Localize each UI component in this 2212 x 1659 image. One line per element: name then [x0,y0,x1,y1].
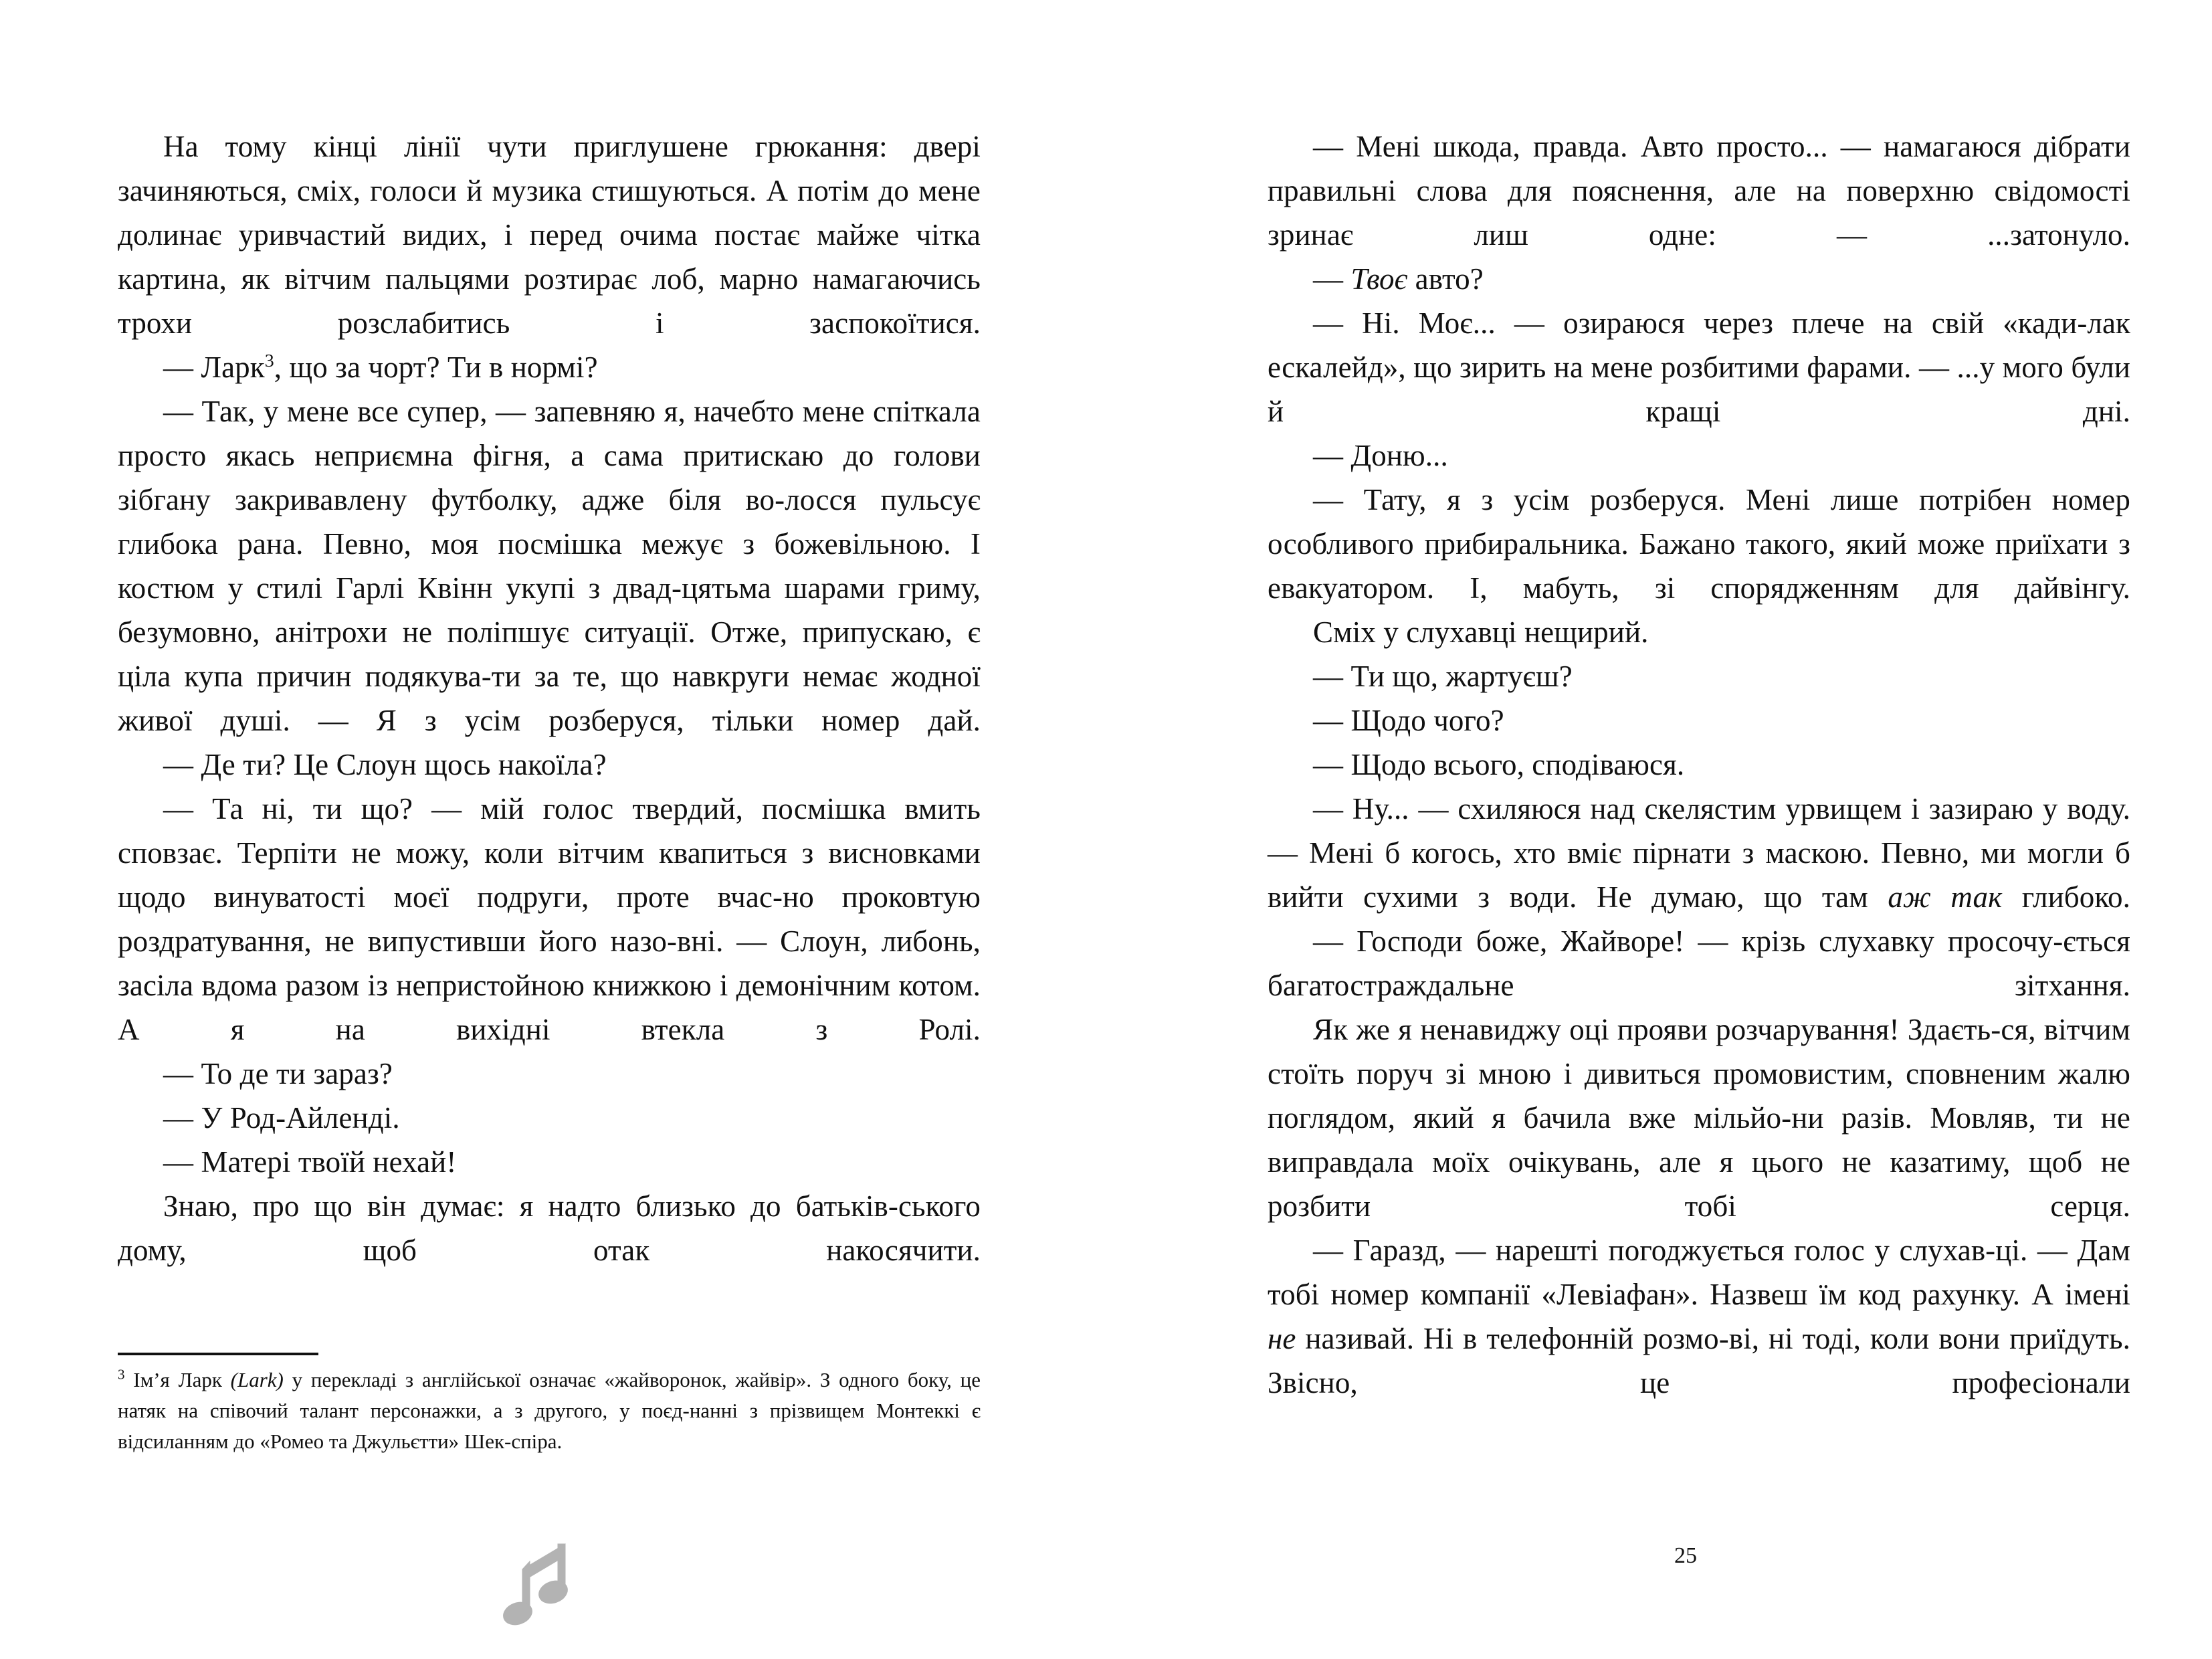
dialog-text-part2: глибоко. [2002,880,2130,914]
paragraph-dialog: — То де ти зараз? [163,1057,393,1090]
paragraph-dialog [1268,787,2130,919]
paragraph-dialog: — Господи боже, Жайворе! — крізь слухавку просочу-ється багатостраждальне зітхання. [1268,924,2130,1002]
footnote-separator-rule [118,1353,318,1355]
dialog-emphasis: аж так [1888,880,2003,914]
paragraph-dialog [118,345,981,389]
footnote-lead: Ім’я Ларк [124,1368,231,1391]
footnote-text [118,1365,981,1457]
paragraph-narration: На тому кінці лінії чути приглушене грюкання: двері зачиняються, сміх, голоси й музика стишуються. А потім до мене долинає уривчастий видих, і перед очима постає майже чітка картина, як вітчим пальцями розтирає лоб, марно намагаючись трохи розслабитись і заспокоїтися. [118,130,981,340]
dialog-emphasis: Твоє [1350,262,1408,296]
dialog-text: авто? [1407,262,1484,296]
right-text-column [1268,124,2130,1405]
dialog-emphasis: не [1268,1322,1296,1355]
dialog-text: , що за чорт? Ти в нормі? [274,351,598,384]
paragraph-narration: Знаю, про що він думає: я надто близько до батьків-ського дому, щоб отак накосячити. [118,1189,981,1267]
paragraph-dialog: — Так, у мене все супер, — запевняю я, начебто мене спіткала просто якась неприємна фігня, а сама притискаю до голови зібгану закривавлену футболку, адже біля во-лосся пульсує глибока рана. Певно, моя посмішка межує з божевільною. І костюм у стилі Гарлі Квінн укупі з двад-цятьма шарами гриму, безумовно, анітрохи не поліпшує ситуації. Отже, припускаю, є ціла купа причин подякува-ти за те, що навкруги немає жодної живої душі. — Я з усім розберуся, тільки номер дай. [118,395,981,737]
paragraph-dialog: — У Род-Айленді. [163,1101,400,1135]
paragraph-dialog: — Щодо всього, сподіваюся. [1313,748,1685,781]
paragraph-dialog: — Та ні, ти що? — мій голос твердий, посмішка вмить сповзає. Терпіти не можу, коли вітчим квапиться з висновками щодо винуватості моєї подруги, проте вчас-но проковтую роздратування, не випустивши його назо-вні. — Слоун, либонь, засіла вдома разом із непристойною книжкою і демонічним котом. А я на вихідні втекла з Ролі. [118,792,981,1046]
page-number: 25 [1674,1543,1697,1568]
paragraph-dialog: — Щодо чого? [1313,704,1504,737]
dialog-text-part1: — Гаразд, — нарешті погоджується голос у слухав-ці. — Дам тобі номер компанії «Левіафан». Назвеш їм код рахунку. А імені [1268,1234,2130,1311]
dialog-prefix: — Ларк [163,351,265,384]
paragraph-dialog [1268,257,2130,301]
dialog-dash: — [1313,262,1351,296]
music-note-ornament [503,1529,597,1630]
paragraph-narration: Сміх у слухавці нещирий. [1313,615,1649,649]
paragraph-dialog: — Тату, я з усім розберуся. Мені лише потрібен номер особливого прибиральника. Бажано такого, який може приїхати з евакуатором. І, мабуть, зі спорядженням для дайвінгу. [1268,483,2130,605]
paragraph-dialog: — Мені шкода, правда. Авто просто... — намагаюся дібрати правильні слова для пояснення, але на поверхню свідомості зринає лиш одне: — ...затонуло. [1268,130,2130,252]
dialog-text-part1: — Ну... — схиляюся над скелястим урвищем і зазираю у воду. — Мені б когось, хто вміє пірнати з маскою. Певно, ми могли б вийти сухими з води. Не думаю, що там [1268,792,2130,914]
paragraph-narration: Як же я ненавиджу оці прояви розчарування! Здаєть-ся, вітчим стоїть поруч зі мною і дивиться промовистим, сповненим жалю поглядом, який я бачила вже мільйо-ни разів. Мовляв, ти не виправдала моїх очікувань, але я цього не казатиму, щоб не розбити тобі серця. [1268,1013,2130,1223]
left-text-column [118,124,981,1272]
paragraph-dialog: — Ти що, жартуєш? [1313,660,1573,693]
footnote-italic-term: (Lark) [230,1368,284,1391]
paragraph-dialog: — Де ти? Це Слоун щось накоїла? [163,748,607,781]
paragraph-dialog: — Матері твоїй нехай! [163,1145,457,1179]
footnote-rest: у перекладі з англійської означає «жайворонок, жайвір». З одного боку, це натяк на співочий талант персонажки, а з другого, у поєд-нанні з прізвищем Монтеккі є відсиланням до «Ромео та Джульєтти» Шек-спіра. [118,1368,981,1453]
music-note-icon [503,1529,597,1630]
paragraph-dialog: — Доню... [1313,439,1448,472]
footnote-marker: 3 [264,351,274,371]
dialog-text-part2: називай. Ні в телефонній розмо-ві, ні тоді, коли вони приїдуть. Звісно, це професіонали [1268,1322,2130,1399]
footnote-number: 3 [118,1366,125,1383]
footnote-block [118,1353,981,1457]
paragraph-dialog: — Ні. Моє... — озираюся через плече на свій «кади-лак ескалейд», що зирить на мене розбитими фарами. — ...у мого були й кращі дні. [1268,306,2130,428]
paragraph-dialog [1268,1228,2130,1405]
